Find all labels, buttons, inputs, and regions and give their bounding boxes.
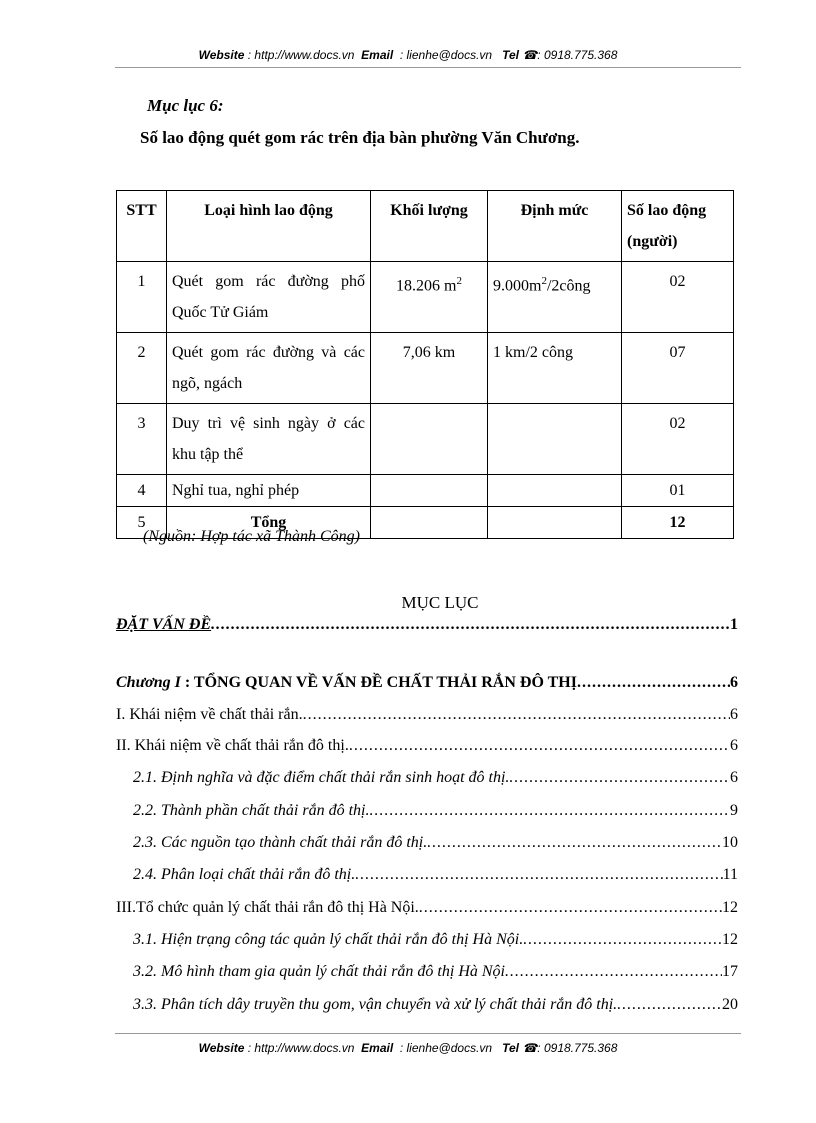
toc-dots <box>577 674 730 692</box>
toc-entry-page: 10 <box>722 834 738 851</box>
toc-entry-page: 1 <box>730 616 738 633</box>
toc-dots <box>419 899 722 917</box>
toc-entry-label: 3.2. Mô hình tham gia quản lý chất thải rắn đô thị Hà Nội <box>133 963 505 980</box>
cell-workers: 02 <box>622 262 734 333</box>
email-value[interactable]: : lienhe@docs.vn <box>399 48 493 62</box>
appendix-title: Số lao động quét gom rác trên địa bàn phường Văn Chương. <box>140 128 580 147</box>
email-label: Email <box>361 1041 394 1055</box>
toc-entry[interactable] <box>116 737 738 755</box>
cell-stt: 5 <box>117 507 167 539</box>
cell-type: Quét gom rác đường phố Quốc Tử Giám <box>167 262 371 333</box>
tel-value: : 0918.775.368 <box>537 48 618 62</box>
cell-volume <box>371 475 488 507</box>
cell-norm: $9.000m^2/2công$ <box>488 262 622 333</box>
cell-type: Duy trì vệ sinh ngày ở các khu tập thể <box>167 404 371 475</box>
tel-label: Tel <box>502 48 519 62</box>
toc-entry-label: ĐẶT VẤN ĐỀ <box>116 616 212 633</box>
toc-dots <box>427 834 722 852</box>
toc-entry-page: 20 <box>722 996 738 1013</box>
page-header <box>0 48 816 62</box>
toc-dots <box>523 931 722 949</box>
page-footer <box>0 1041 816 1055</box>
toc-entry[interactable] <box>116 899 738 917</box>
toc-entry-label: 2.1. Định nghĩa và đặc điểm chất thải rắn sinh hoạt đô thị. <box>133 769 510 786</box>
toc-entry-page: 12 <box>722 899 738 916</box>
toc-entry-page: 11 <box>722 866 738 883</box>
col-header: Định mức <box>488 191 622 262</box>
email-label: Email <box>361 48 394 62</box>
cell-norm <box>488 404 622 475</box>
header-rule <box>115 67 741 68</box>
toc-entry-page: 6 <box>730 674 738 691</box>
toc-entry-label: II. Khái niệm về chất thải rắn đô thị. <box>116 737 349 754</box>
toc-entry[interactable] <box>133 769 738 787</box>
website-url[interactable]: : http://www.docs.vn <box>247 1041 355 1055</box>
toc-entry-label: : TỔNG QUAN VỀ VẤN ĐỀ CHẤT THẢI RẮN ĐÔ THỊ <box>184 674 577 691</box>
cell-norm <box>488 475 622 507</box>
cell-workers: 02 <box>622 404 734 475</box>
table-row <box>117 404 734 475</box>
email-value[interactable]: : lienhe@docs.vn <box>399 1041 493 1055</box>
toc-entry-page: 17 <box>722 963 738 980</box>
tel-label: Tel <box>502 1041 519 1055</box>
toc-entry-label: 2.3. Các nguồn tạo thành chất thải rắn đô thị. <box>133 834 428 851</box>
website-url[interactable]: : http://www.docs.vn <box>247 48 355 62</box>
toc-entry[interactable] <box>133 996 738 1014</box>
cell-stt: 4 <box>117 475 167 507</box>
toc-entry-label: 2.2. Thành phần chất thải rắn đô thị. <box>133 802 370 819</box>
toc-entry[interactable] <box>133 931 738 949</box>
toc-entry-label: 3.1. Hiện trạng công tác quản lý chất thải rắn đô thị Hà Nội. <box>133 931 524 948</box>
phone-icon: ☎ <box>522 1041 538 1055</box>
cell-type: Nghỉ tua, nghỉ phép <box>167 475 371 507</box>
table-header-row <box>117 191 734 262</box>
website-label: Website <box>198 48 245 62</box>
cell-volume <box>371 507 488 539</box>
toc-dots <box>509 769 730 787</box>
cell-workers: 07 <box>622 333 734 404</box>
toc-entry-page: 9 <box>730 802 738 819</box>
toc-dots <box>617 996 722 1014</box>
cell-volume: 7,06 km <box>371 333 488 404</box>
labor-table <box>116 190 734 539</box>
toc-title: MỤC LỤC <box>401 593 479 612</box>
toc-entry[interactable] <box>133 802 738 820</box>
toc-entry[interactable] <box>116 706 738 724</box>
toc-dots <box>349 737 730 755</box>
cell-type: Tổng <box>167 507 371 539</box>
toc-entry[interactable] <box>116 674 738 692</box>
appendix-label: Mục lục 6: <box>147 96 224 115</box>
website-label: Website <box>198 1041 245 1055</box>
table-row <box>117 262 734 333</box>
col-header: STT <box>117 191 167 262</box>
toc-entry-chapter: Chương I <box>116 674 181 691</box>
col-header: Số lao động (người) <box>622 191 734 262</box>
cell-volume <box>371 404 488 475</box>
cell-stt: 2 <box>117 333 167 404</box>
tel-value: : 0918.775.368 <box>537 1041 618 1055</box>
table-source: (Nguồn: Hợp tác xã Thành Công) <box>143 528 360 545</box>
cell-workers: 12 <box>622 507 734 539</box>
toc-dots <box>505 963 722 981</box>
toc-entry[interactable] <box>133 834 738 852</box>
toc-entry-label: 3.3. Phân tích dây truyền thu gom, vận chuyển và xử lý chất thải rắn đô thị. <box>133 996 618 1013</box>
toc-entry[interactable] <box>116 616 738 634</box>
table-row <box>117 475 734 507</box>
toc-entry[interactable] <box>133 963 738 981</box>
toc-entry-label: III.Tổ chức quản lý chất thải rắn đô thị Hà Nội. <box>116 899 419 916</box>
toc-dots <box>355 866 722 884</box>
toc-entry-label: 2.4. Phân loại chất thải rắn đô thị. <box>133 866 356 883</box>
toc-dots <box>211 616 730 634</box>
col-header: Loại hình lao động <box>167 191 371 262</box>
cell-stt: 3 <box>117 404 167 475</box>
toc-entry-page: 6 <box>730 706 738 723</box>
toc-dots <box>369 802 730 820</box>
cell-norm: 1 km/2 công <box>488 333 622 404</box>
cell-workers: 01 <box>622 475 734 507</box>
toc-entry-page: 12 <box>722 931 738 948</box>
col-header: Khối lượng <box>371 191 488 262</box>
cell-type: Quét gom rác đường và các ngõ, ngách <box>167 333 371 404</box>
phone-icon: ☎ <box>522 48 538 62</box>
table-row <box>117 333 734 404</box>
toc-entry[interactable] <box>133 866 738 884</box>
cell-stt: 1 <box>117 262 167 333</box>
cell-volume: 18.206 $m^2$ <box>371 262 488 333</box>
toc-entry-page: 6 <box>730 769 738 786</box>
toc-entry-label: I. Khái niệm về chất thải rắn. <box>116 706 303 723</box>
footer-rule <box>115 1033 741 1034</box>
toc-entry-page: 6 <box>730 737 738 754</box>
toc-dots <box>303 706 730 724</box>
cell-norm <box>488 507 622 539</box>
